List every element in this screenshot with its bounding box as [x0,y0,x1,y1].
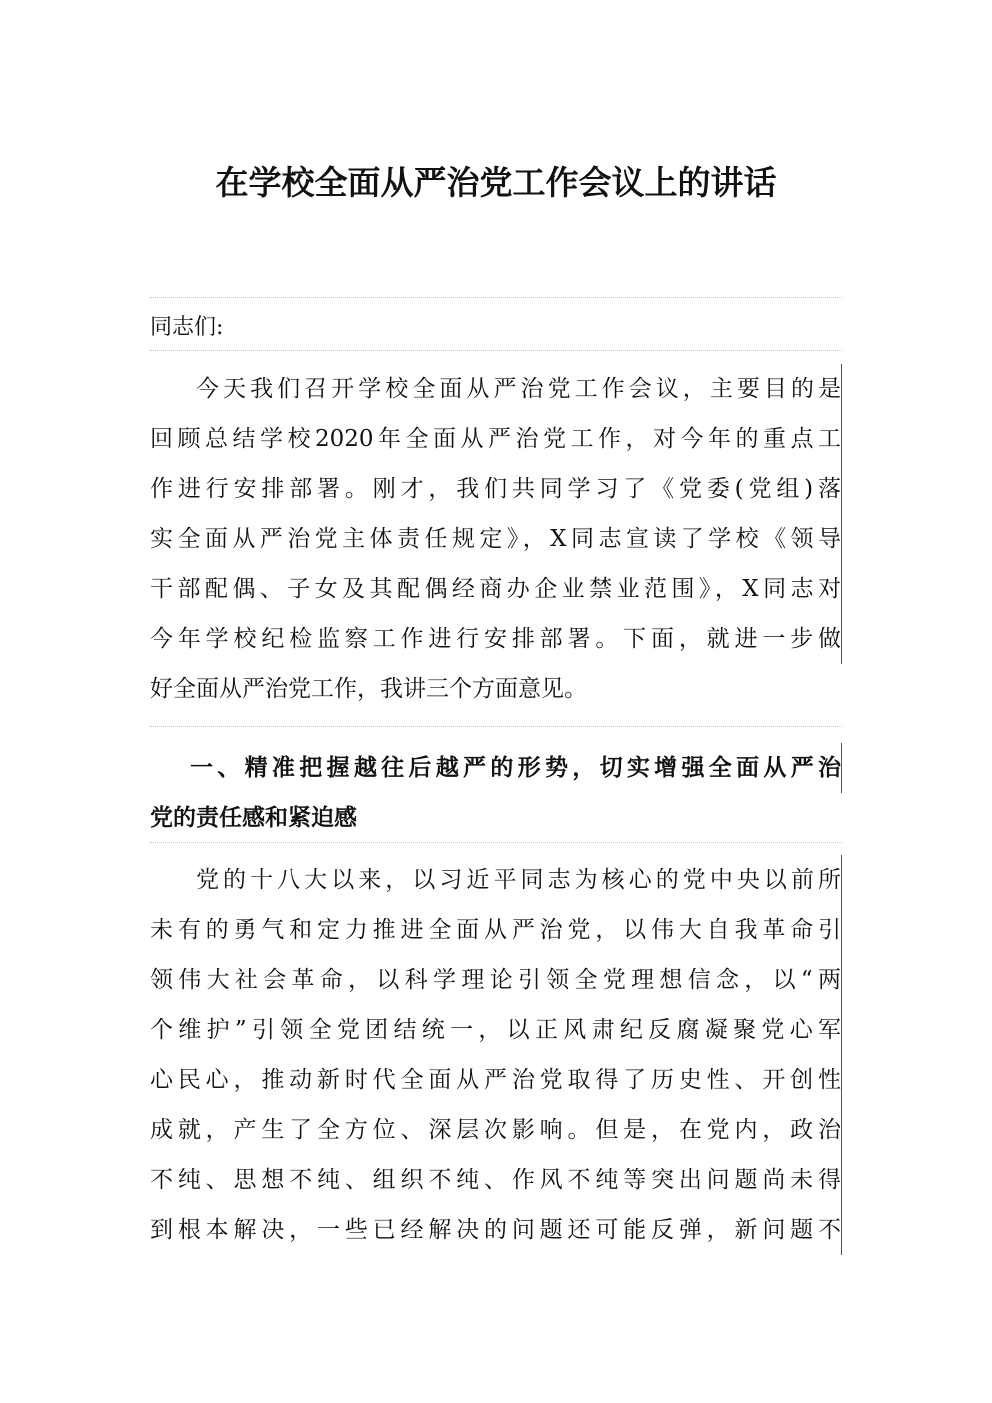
paragraph-line: 个维护”引领全党团结统一，以正风肃纪反腐凝聚党心军 [150,1005,842,1055]
paragraph-line: 好全面从严治党工作，我讲三个方面意见。 [150,676,587,702]
paragraph-line: 未有的勇气和定力推进全面从严治党，以伟大自我革命引 [150,905,842,955]
heading-line: 一、精准把握越往后越严的形势，切实增强全面从严治 [150,743,842,793]
paragraph-line: 今年学校纪检监察工作进行安排部署。下面，就进一步做 [150,614,842,664]
paragraph-line: 到根本解决，一些已经解决的问题还可能反弹，新问题不 [150,1205,842,1255]
salutation: 同志们: [150,315,224,340]
paragraph-line: 党的十八大以来，以习近平同志为核心的党中央以前所 [150,855,842,905]
paragraph-line: 干部配偶、子女及其配偶经商办企业禁业范围》，X同志对 [150,564,842,614]
paragraph-line: 实全面从严治党主体责任规定》，X同志宣读了学校《领导 [150,514,842,564]
paragraph-line: 作进行安排部署。刚才，我们共同学习了《党委(党组)落 [150,464,842,514]
paragraph-line: 不纯、思想不纯、组织不纯、作风不纯等突出问题尚未得 [150,1155,842,1205]
section-paragraph [150,855,842,1255]
document-title: 在学校全面从严治党工作会议上的讲话 [215,163,777,202]
divider [150,726,842,727]
divider [150,297,842,298]
divider [150,842,842,843]
intro-paragraph [150,364,842,714]
paragraph-line: 心民心，推动新时代全面从严治党取得了历史性、开创性 [150,1055,842,1105]
paragraph-line: 领伟大社会革命，以科学理论引领全党理想信念，以“两 [150,955,842,1005]
heading-line: 党的责任感和紧迫感 [150,805,357,831]
section-heading [150,743,842,843]
paragraph-line: 今天我们召开学校全面从严治党工作会议，主要目的是 [150,364,842,414]
paragraph-line: 成就，产生了全方位、深层次影响。但是，在党内，政治 [150,1105,842,1155]
divider [150,350,842,351]
paragraph-line: 回顾总结学校2020年全面从严治党工作，对今年的重点工 [150,414,842,464]
